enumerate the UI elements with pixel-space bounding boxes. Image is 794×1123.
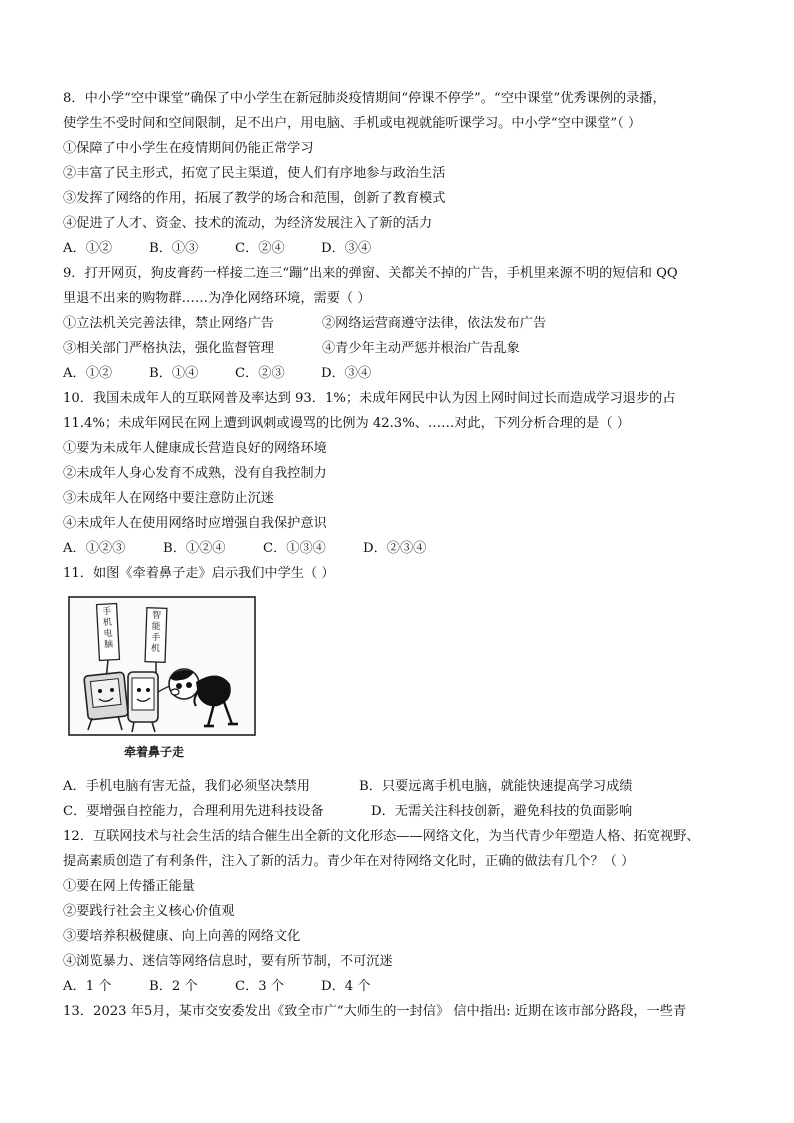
cartoon-figure xyxy=(68,596,256,768)
q13-stem-line-1: 13．2023 年5月，某市交安委发出《致全市广“大师生的一封信》 信中指出: 近期在该市部分路段，一些青 xyxy=(63,1004,687,1019)
q12-option-b[interactable]: B．2 个 xyxy=(149,979,198,994)
q9-stem-line-2: 里退不出来的购物群……为净化网络环境，需要（ ） xyxy=(63,291,371,306)
q12-options xyxy=(63,977,371,997)
q10-option-d[interactable]: D．②③④ xyxy=(363,541,427,556)
q11-stem: 11．如图《牵着鼻子走》启示我们中学生（ ） xyxy=(63,566,335,581)
q11-option-c[interactable]: C．要增强自控能力，合理利用先进科技设备 xyxy=(63,804,324,819)
q12-option-c[interactable]: C．3 个 xyxy=(235,979,285,994)
q10-stem-line-2: 11.4%；未成年网民在网上遭到讽刺或谩骂的比例为 42.3%、……对此，下列分析合理的是（ ） xyxy=(63,416,630,431)
q8-option-d[interactable]: D．③④ xyxy=(321,241,372,256)
q9-option-a[interactable]: A．①② xyxy=(63,366,113,381)
q8-stem-line-1: 8．中小学“空中课堂”确保了中小学生在新冠肺炎疫情期间“停课不停学”。“空中课堂”优秀课例的录播， xyxy=(63,91,666,106)
q11-option-a[interactable]: A．手机电脑有害无益，我们必须坚决禁用 xyxy=(63,779,310,794)
q8-item-3: ③发挥了网络的作用，拓展了教学的场合和范围，创新了教育模式 xyxy=(63,191,446,206)
cartoon-drawing xyxy=(68,596,256,768)
q9-item-3: ③相关部门严格执法，强化监督管理 xyxy=(63,341,274,356)
q8-item-2: ②丰富了民主形式，拓宽了民主渠道，使人们有序地参与政治生活 xyxy=(63,166,446,181)
q9-item-1: ①立法机关完善法律，禁止网络广告 xyxy=(63,316,274,331)
q9-stem-line-1: 9．打开网页，狗皮膏药一样接二连三“蹦”出来的弹窗、关都关不掉的广告，手机里来源不明的短信和 QQ xyxy=(63,266,678,281)
q11-option-b[interactable]: B．只要远离手机电脑，就能快速提高学习成绩 xyxy=(359,779,633,794)
svg-text:手机电脑: 手机电脑 xyxy=(102,606,114,651)
q9-items-row-2 xyxy=(63,339,520,359)
q10-item-4: ④未成年人在使用网络时应增强自我保护意识 xyxy=(63,516,327,531)
cartoon-caption: 牵着鼻子走 xyxy=(123,745,185,759)
q11-options-row-2 xyxy=(63,802,632,822)
q12-option-d[interactable]: D．4 个 xyxy=(321,979,371,994)
q12-item-3: ③要培养积极健康、向上向善的网络文化 xyxy=(63,929,301,944)
q10-item-3: ③未成年人在网络中要注意防止沉迷 xyxy=(63,491,274,506)
q9-option-b[interactable]: B．①④ xyxy=(149,366,199,381)
q8-item-1: ①保障了中小学生在疫情期间仍能正常学习 xyxy=(63,141,314,156)
q9-option-d[interactable]: D．③④ xyxy=(321,366,372,381)
q11-options-row-1 xyxy=(63,777,632,797)
q10-option-a[interactable]: A．①②③ xyxy=(63,541,126,556)
svg-text:智能手机: 智能手机 xyxy=(150,610,162,655)
q12-stem-line-2: 提高素质创造了有利条件，注入了新的活力。青少年在对待网络文化时，正确的做法有几个？（ ） xyxy=(63,854,635,869)
q12-item-1: ①要在网上传播正能量 xyxy=(63,879,195,894)
q8-options xyxy=(63,239,371,259)
q8-option-a[interactable]: A．①② xyxy=(63,241,113,256)
q12-item-2: ②要践行社会主义核心价值观 xyxy=(63,904,235,919)
q10-options xyxy=(63,539,426,559)
q9-item-2: ②网络运营商遵守法律，依法发布广告 xyxy=(322,316,547,331)
q8-item-4: ④促进了人才、资金、技术的流动，为经济发展注入了新的活力 xyxy=(63,216,433,231)
q11-option-d[interactable]: D．无需关注科技创新，避免科技的负面影响 xyxy=(371,804,633,819)
q10-item-1: ①要为未成年人健康成长营造良好的网络环境 xyxy=(63,441,327,456)
q10-stem-line-1: 10．我国未成年人的互联网普及率达到 93．1%；未成年网民中认为因上网时间过长而造成学习退步的占 xyxy=(63,391,676,406)
q8-option-c[interactable]: C．②④ xyxy=(235,241,285,256)
q12-item-4: ④浏览暴力、迷信等网络信息时，要有所节制，不可沉迷 xyxy=(63,954,393,969)
q9-items-row-1 xyxy=(63,314,546,334)
q8-option-b[interactable]: B．①③ xyxy=(149,241,199,256)
q12-stem-line-1: 12．互联网技术与社会生活的结合催生出全新的文化形态——网络文化，为当代青少年塑造人格、拓宽视野、 xyxy=(63,829,700,844)
q10-option-c[interactable]: C．①③④ xyxy=(263,541,326,556)
q12-option-a[interactable]: A．1 个 xyxy=(63,979,112,994)
q8-stem-line-2: 使学生不受时间和空间限制，足不出户，用电脑、手机或电视就能听课学习。中小学“空中课堂”（ ） xyxy=(63,116,642,131)
q10-item-2: ②未成年人身心发育不成熟，没有自我控制力 xyxy=(63,466,327,481)
q10-option-b[interactable]: B．①②④ xyxy=(163,541,226,556)
q9-options xyxy=(63,364,371,384)
q9-item-4: ④青少年主动严惩并根治广告乱象 xyxy=(322,341,520,356)
q9-option-c[interactable]: C．②③ xyxy=(235,366,285,381)
